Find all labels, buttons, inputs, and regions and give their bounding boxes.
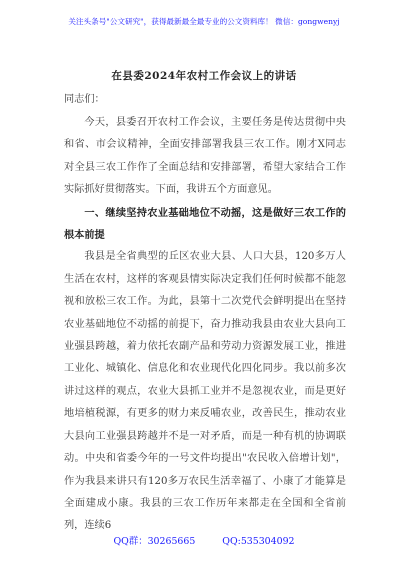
section-heading: 一、继续坚持农业基础地位不动摇，这是做好三农工作的根本前提 <box>64 206 346 242</box>
document-body <box>64 112 346 538</box>
footer-contact-banner <box>0 533 408 547</box>
section-paragraph: 我县是全省典型的丘区农业大县、人口大县，120多万人生活在农村，这样的客观县情实际决定我们任何时候都不能忽视和放松三农工作。为此，县第十二次党代会鲜明提出在坚持农业基础地位不动摇的前提下，奋力推动我县由农业大县向工业强县跨越，着力依托农副产品和劳动力资源发展工业，推进工业化、城镇化、信息化和农业现代化四化同步。我以前多次讲过这样的观点，农业大县抓工业并不是忽视农业，而是更好地培植税源，有更多的财力来反哺农业，改善民生，推动农业大县向工业强县跨越并不是一对矛盾，而是一种有机的协调联动。中央和省委今年的一号文件均提出"农民收入倍增计划"，作为我县来讲只有120多万农民生活幸福了、小康了才能算是全面建成小康。我县的三农工作历年来都走在全国和全省前列，连续6 <box>64 251 346 532</box>
qq-number-text: QQ:535304092 <box>222 536 295 547</box>
salutation: 同志们： <box>64 94 105 105</box>
document-title: 在县委2024年农村工作会议上的讲话 <box>111 70 297 82</box>
header-promo-banner: 关注头条号"公文研究"，获得最新最全最专业的公文资料库！ 微信：gongwenyj <box>68 17 340 26</box>
qq-group-text: QQ群：30265665 <box>113 536 196 547</box>
intro-paragraph: 今天，县委召开农村工作会议，主要任务是传达贯彻中央和省、市会议精神，全面安排部署我县三农工作。刚才X同志对全县三农工作作了全面总结和安排部署，希望大家结合工作实际抓好贯彻落实。下面，我讲五个方面意见。 <box>64 117 346 196</box>
